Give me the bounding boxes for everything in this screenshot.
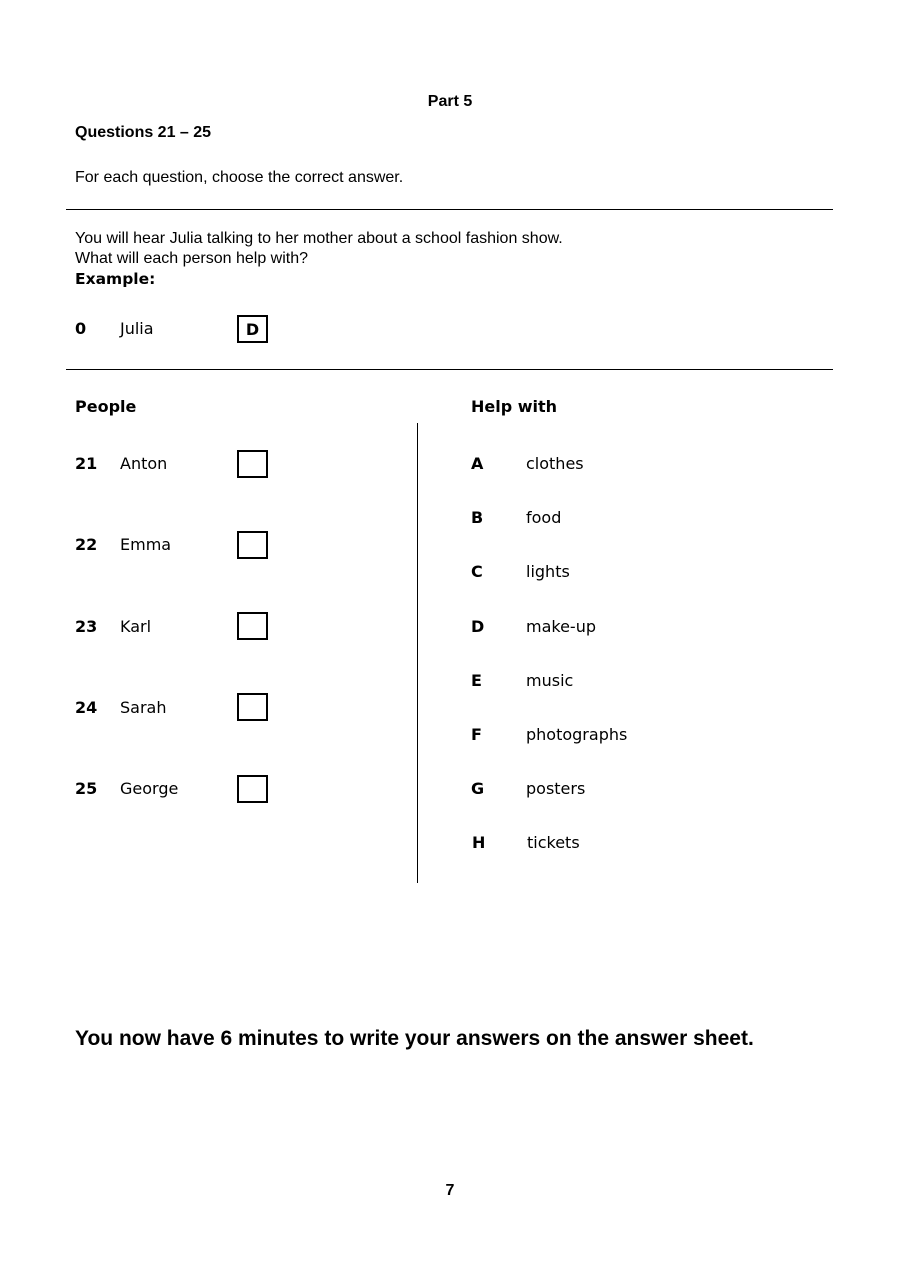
person-name: Anton xyxy=(120,454,168,473)
help-with-heading: Help with xyxy=(471,397,558,416)
context-line-1: You will hear Julia talking to her mother about a school fashion show. xyxy=(75,230,563,247)
divider-top xyxy=(66,209,833,210)
option-letter: B xyxy=(471,508,484,527)
example-label: Example: xyxy=(75,270,156,288)
option-text: photographs xyxy=(526,725,628,744)
question-number: 25 xyxy=(75,779,98,798)
option-text: make-up xyxy=(526,617,596,636)
person-name: George xyxy=(120,779,179,798)
example-name: Julia xyxy=(120,319,154,338)
option-text: posters xyxy=(526,779,586,798)
example-answer-box: D xyxy=(237,315,268,343)
question-number: 21 xyxy=(75,454,98,473)
option-letter: F xyxy=(471,725,482,744)
option-text: tickets xyxy=(527,833,580,852)
option-letter: C xyxy=(471,562,483,581)
option-letter: E xyxy=(471,671,482,690)
option-text: clothes xyxy=(526,454,584,473)
question-number: 23 xyxy=(75,617,98,636)
task-context xyxy=(75,229,563,289)
option-letter: D xyxy=(471,617,485,636)
person-name: Sarah xyxy=(120,698,167,717)
closing-instruction: You now have 6 minutes to write your answers on the answer sheet. xyxy=(75,1027,754,1050)
option-text: food xyxy=(526,508,562,527)
part-title: Part 5 xyxy=(427,93,473,110)
option-letter: G xyxy=(471,779,485,798)
column-divider xyxy=(417,423,418,883)
questions-range: Questions 21 – 25 xyxy=(75,124,212,141)
divider-middle xyxy=(66,369,833,370)
question-number: 22 xyxy=(75,535,98,554)
people-heading: People xyxy=(75,397,137,416)
option-letter: H xyxy=(472,833,486,852)
person-name: Emma xyxy=(120,535,172,554)
instruction-text: For each question, choose the correct answer. xyxy=(75,169,404,186)
answer-box-25[interactable] xyxy=(237,775,268,803)
context-line-2: What will each person help with? xyxy=(75,250,309,267)
question-number: 24 xyxy=(75,698,98,717)
page-number: 7 xyxy=(445,1182,455,1199)
example-number: 0 xyxy=(75,319,87,338)
answer-box-23[interactable] xyxy=(237,612,268,640)
answer-box-22[interactable] xyxy=(237,531,268,559)
answer-box-24[interactable] xyxy=(237,693,268,721)
option-text: lights xyxy=(526,562,570,581)
option-letter: A xyxy=(471,454,484,473)
answer-box-21[interactable] xyxy=(237,450,268,478)
person-name: Karl xyxy=(120,617,152,636)
option-text: music xyxy=(526,671,574,690)
